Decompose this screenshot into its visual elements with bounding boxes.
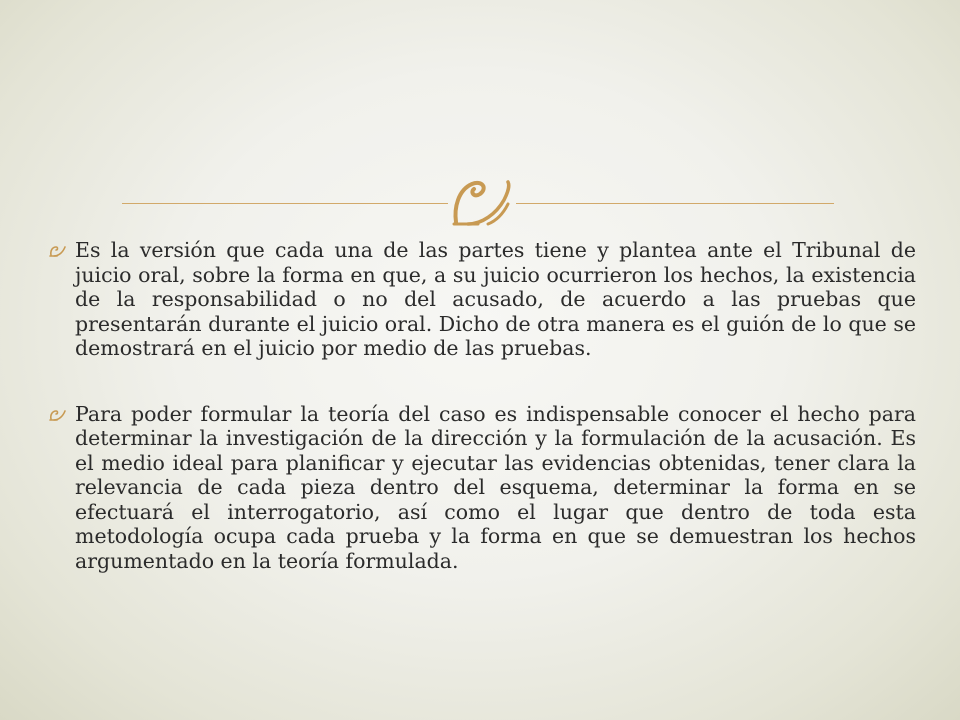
ornamental-scroll-icon (448, 178, 516, 230)
title-divider-left (122, 203, 448, 204)
bullet-item (48, 238, 916, 361)
title-divider-right (516, 203, 834, 204)
bullet-text: Es la versión que cada una de las partes tiene y plantea ante el Tribunal de juicio oral, sobre la forma en que, a su juicio ocurrieron los hechos, la existencia de la responsabilidad o no del acusado, de acuerdo a las pruebas que presentarán durante el juicio oral. Dicho de otra manera es el guión de lo que se demostrará en el juicio por medio de las pruebas. (75, 238, 916, 360)
scroll-bullet-icon (48, 409, 68, 421)
bullet-item (48, 402, 916, 574)
bullet-list (48, 238, 916, 573)
bullet-text: Para poder formular la teoría del caso es indispensable conocer el hecho para determinar la investigación de la dirección y la formulación de la acusación. Es el medio ideal para planificar y ejecutar las evidencias obtenidas, tener clara la relevancia de cada pieza dentro del esquema, determinar la forma en se efectuará el interrogatorio, así como el lugar que dentro de toda esta metodología ocupa cada prueba y la forma en que se demuestran los hechos argumentado en la teoría formulada. (75, 401, 916, 573)
scroll-bullet-icon (48, 245, 68, 257)
